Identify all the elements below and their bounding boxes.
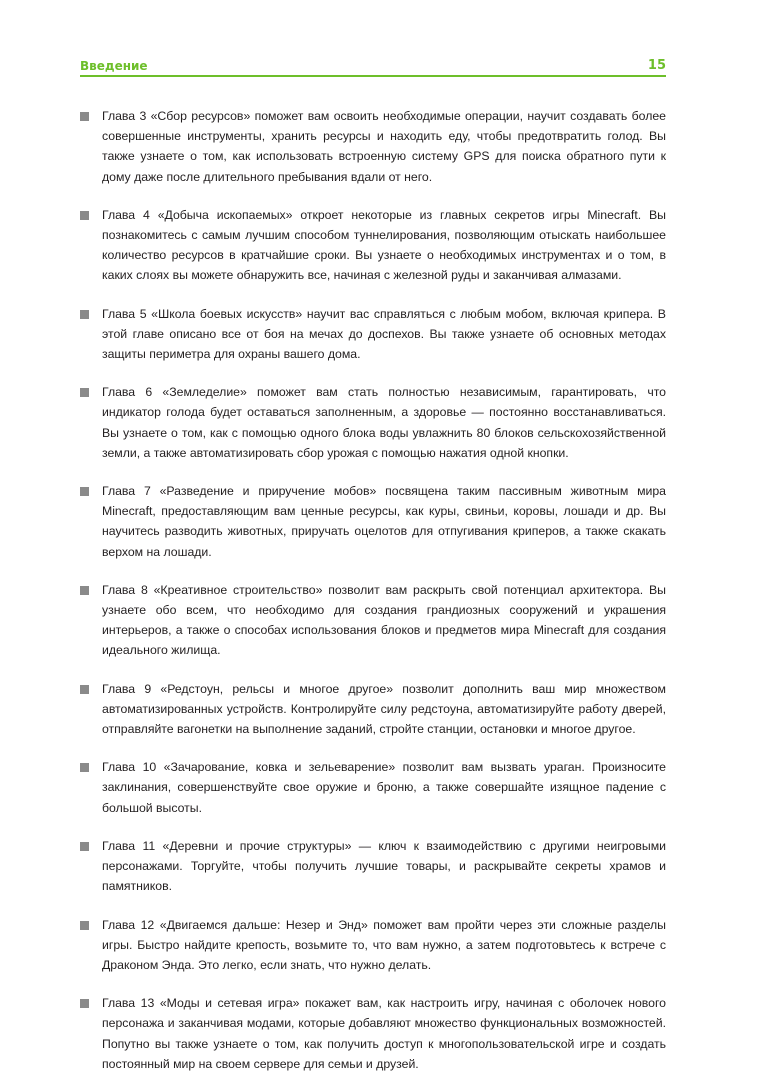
chapter-item-4 <box>80 205 666 286</box>
square-bullet-icon <box>80 388 89 397</box>
square-bullet-icon <box>80 763 89 772</box>
chapter-text: Глава 10 «Зачарование, ковка и зельеварение» позволит вам вызвать ураган. Произносите заклинания, совершенствуйте свое оружие и броню, а также совершайте изящное падение с большой высоты. <box>102 760 666 815</box>
chapter-text: Глава 11 «Деревни и прочие структуры» — ключ к взаимодействию с другими неигровыми персонажами. Торгуйте, чтобы получить лучшие товары, и раскрывайте секреты храмов и памятников. <box>102 838 666 894</box>
square-bullet-icon <box>80 487 89 496</box>
chapter-item-7 <box>80 481 666 562</box>
chapter-text: Глава 3 «Сбор ресурсов» поможет вам освоить необходимые операции, научит создавать более совершенные инструменты, хранить ресурсы и находить еду, чтобы предотвратить голод. Вы также узнаете о том, как использовать встроенную систему GPS для поиска обратного пути к дому даже после длительного пребывания вдали от него. <box>102 109 666 184</box>
chapter-text: Глава 7 «Разведение и приручение мобов» посвящена таким пассивным животным мира Minecraft, предоставляющим вам ценные ресурсы, как куры, свиньи, коровы, лошади и др. Вы научитесь разводить животных, приручать оцелотов для отпугивания криперов, а также скакать верхом на лошади. <box>102 484 666 559</box>
square-bullet-icon <box>80 586 89 595</box>
running-header <box>80 56 666 76</box>
square-bullet-icon <box>80 112 89 121</box>
square-bullet-icon <box>80 310 89 319</box>
chapter-list <box>80 106 666 1092</box>
section-title: Введение <box>80 59 148 73</box>
chapter-item-9 <box>80 679 666 740</box>
chapter-text: Глава 13 «Моды и сетевая игра» покажет вам, как настроить игру, начиная с оболочек нового персонажа и заканчивая модами, которые добавляют множество функциональных возможностей. Попутно вы также узнаете о том, как получить доступ к многопользовательской игре и создать постоянный мир на своем сервере для семьи и друзей. <box>102 996 666 1071</box>
chapter-item-10 <box>80 757 666 818</box>
chapter-item-11 <box>80 836 666 897</box>
square-bullet-icon <box>80 921 89 930</box>
chapter-text: Глава 12 «Двигаемся дальше: Незер и Энд» поможет вам пройти через эти сложные разделы игры. Быстро найдите крепость, возьмите то, что вам нужно, а затем подготовьтесь к встрече с Драконом Энда. Это легко, если знать, что нужно делать. <box>102 917 666 972</box>
header-rule <box>80 75 666 77</box>
chapter-item-13 <box>80 993 666 1074</box>
chapter-text: Глава 6 «Земледелие» поможет вам стать полностью независимым, гарантировать, что индикатор голода будет оставаться заполненным, а здоровье — постоянно восстанавливаться. Вы узнаете о том, как с помощью одного блока воды увлажнить 80 блоков сельскохозяйственной земли, а также автоматизировать сбор урожая с помощью нажатия одной кнопки. <box>102 385 666 460</box>
chapter-text: Глава 4 «Добыча ископаемых» откроет некоторые из главных секретов игры Minecraft. Вы познакомитесь с самым лучшим способом туннелирования, позволяющим отыскать наибольшее количество ресурсов в кратчайшие сроки. Вы узнаете о необходимых инструментах и о том, в каких слоях вы можете обнаружить все, начиная с железной руды и заканчивая алмазами. <box>102 207 666 283</box>
chapter-text: Глава 5 «Школа боевых искусств» научит вас справляться с любым мобом, включая крипера. В этой главе описано все от боя на мечах до доспехов. Вы также узнаете об основных методах защиты периметра для охраны вашего дома. <box>102 306 666 362</box>
chapter-text: Глава 8 «Креативное строительство» позволит вам раскрыть свой потенциал архитектора. Вы узнаете обо всем, что необходимо для создания грандиозных сооружений и украшения интерьеров, а также о способах использования блоков и предметов мира Minecraft для создания идеального жилища. <box>102 582 666 658</box>
page-number: 15 <box>647 58 666 73</box>
chapter-text: Глава 9 «Редстоун, рельсы и многое другое» позволит дополнить ваш мир множеством автоматизированных устройств. Контролируйте силу редстоуна, автоматизируйте работу дверей, отправляйте вагонетки на выполнение заданий, стройте станции, остановки и многое другое. <box>102 681 666 737</box>
chapter-item-5 <box>80 304 666 365</box>
chapter-item-6 <box>80 382 666 463</box>
square-bullet-icon <box>80 842 89 851</box>
chapter-item-8 <box>80 580 666 661</box>
chapter-item-12 <box>80 915 666 976</box>
square-bullet-icon <box>80 211 89 220</box>
square-bullet-icon <box>80 999 89 1008</box>
square-bullet-icon <box>80 685 89 694</box>
chapter-item-3 <box>80 106 666 187</box>
